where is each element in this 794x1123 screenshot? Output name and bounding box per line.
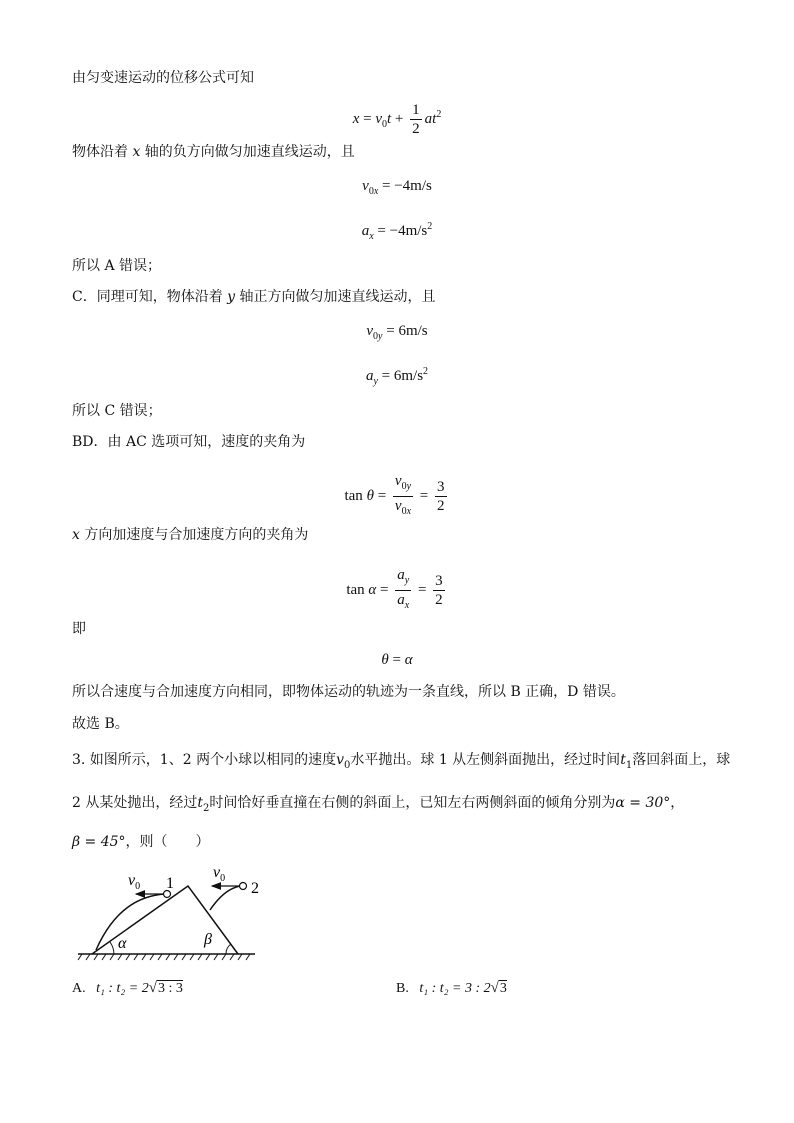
text-line: 故选 B。 xyxy=(72,716,129,732)
equation-v0x: $v_{0x} = -4m/s$ xyxy=(362,178,432,197)
text-line: 所以 A 错误； xyxy=(72,258,162,274)
ball-2-trajectory xyxy=(210,886,241,910)
equation-tan-alpha: tan α = $\frac{a_y}{a_x}$ = $\frac{3}{2}$ xyxy=(346,567,443,611)
text-line: 所以 C 错误； xyxy=(72,403,162,419)
option-a: A. t₁ : t₂ = 2√3 : 3 xyxy=(72,980,183,996)
equation-theta-eq-alpha: θ = α xyxy=(381,652,413,668)
beta-label: β xyxy=(204,931,212,948)
option-b: B. t₁ : t₂ = 3 : 2√3 xyxy=(396,980,507,996)
question-3-line-3: β = 45°，则（ ） xyxy=(72,834,210,850)
text-line: 由匀变速运动的位移公式可知 xyxy=(72,70,254,86)
question-3-line-2: 2 从某处抛出，经过$t_2$时间恰好垂直撞在右侧的斜面上，已知左右两侧斜面的倾角分别为α = 30°， xyxy=(72,795,685,814)
text-line: 物体沿着 x 轴的负方向做匀加速直线运动，且 xyxy=(72,144,355,160)
text-line: 所以合速度与合加速度方向相同，即物体运动的轨迹为一条直线，所以 B 正确，D 错误。 xyxy=(72,684,625,700)
ball-1-label: 1 xyxy=(166,875,174,892)
alpha-label: α xyxy=(118,935,127,952)
ground-hatching xyxy=(78,954,250,960)
ball-1-trajectory xyxy=(96,894,166,950)
ball-2-label: 2 xyxy=(251,880,259,897)
text-line: BD．由 AC 选项可知，速度的夹角为 xyxy=(72,434,306,450)
question-3-line-1: 3. 如图所示，1、2 两个小球以相同的速度$v_0$水平抛出。球 1 从左侧斜面抛出，经过时间$t_1$落回斜面上，球 xyxy=(72,752,731,771)
beta-arc xyxy=(226,944,231,954)
text-line: C．同理可知，物体沿着 y 轴正方向做匀加速直线运动，且 xyxy=(72,289,436,305)
text-line: 即 xyxy=(72,621,86,637)
ball-2 xyxy=(240,883,247,890)
ball-2-v0-label: $v_0$ xyxy=(213,864,226,884)
equation-displacement: $x = v_0t$ + $\frac{1}{2}$ $at^2$ xyxy=(352,102,442,137)
equation-ay: $a_y = 6m/s^2$ xyxy=(365,366,429,387)
ball-1-v0-label: $v_0$ xyxy=(128,872,141,892)
text-line: x 方向加速度与合加速度方向的夹角为 xyxy=(72,527,309,543)
equation-ax: $a_x = -4m/s^2$ xyxy=(361,221,433,242)
inclined-planes-figure xyxy=(70,862,270,962)
equation-v0y: $v_{0y} = 6m/s$ xyxy=(366,323,428,342)
equation-tan-theta: tan θ = $\frac{v_{0y}}{v_{0x}}$ = $\frac{3}{2}$ xyxy=(344,473,445,517)
alpha-arc xyxy=(110,942,114,954)
